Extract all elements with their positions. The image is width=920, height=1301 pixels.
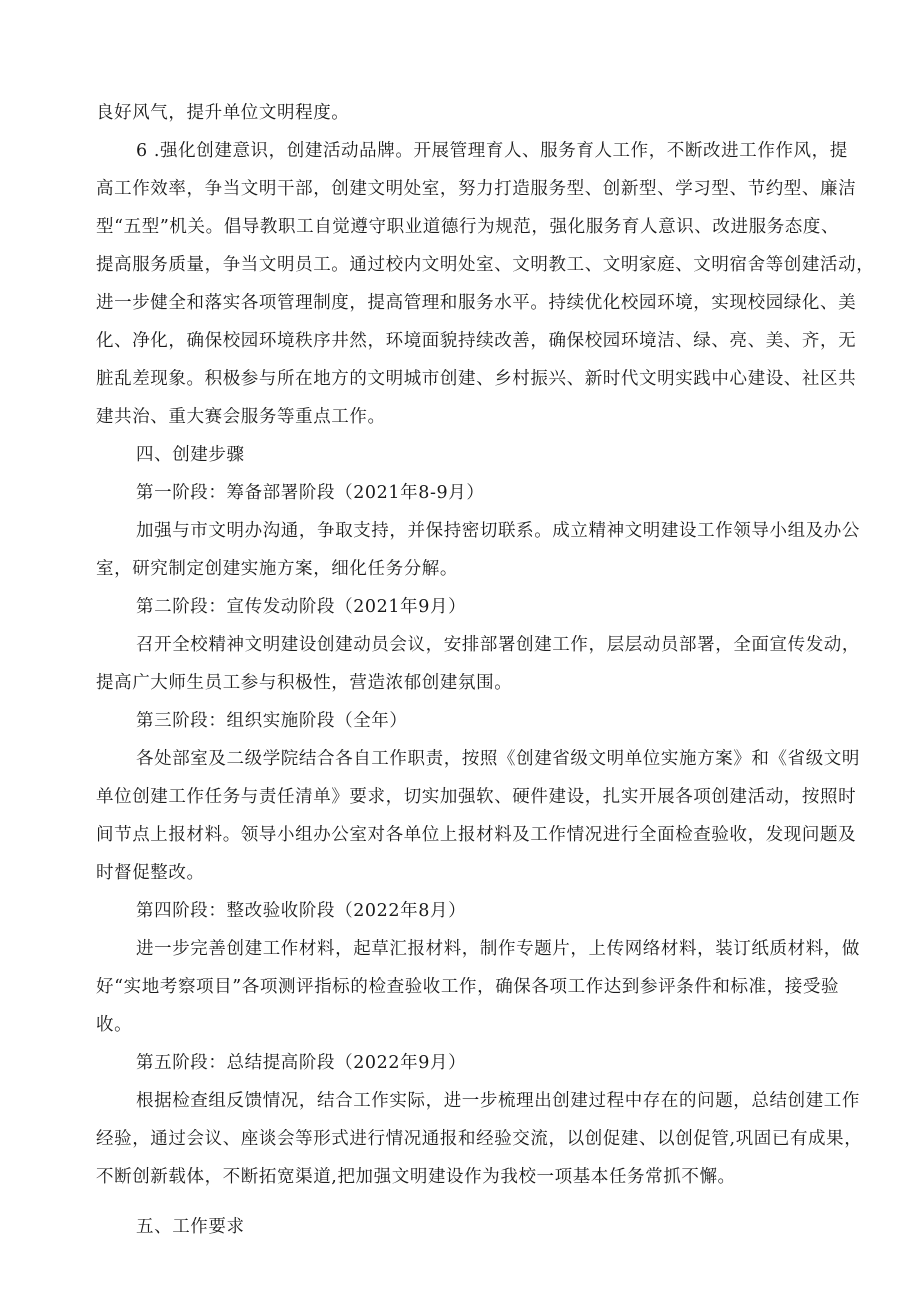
body-line: 脏乱差现象。积极参与所在地方的文明城市创建、乡村振兴、新时代文明实践中心建设、社区共 — [96, 369, 857, 389]
body-line: 收。 — [96, 1015, 133, 1035]
stage-heading: 第四阶段：整改验收阶段（2022年8月） — [136, 901, 467, 921]
stage-heading: 第二阶段：宣传发动阶段（2021年9月） — [136, 597, 467, 617]
section-heading: 五、工作要求 — [136, 1217, 245, 1237]
body-line: 高工作效率，争当文明干部，创建文明处室，努力打造服务型、创新型、学习型、节约型、廉洁 — [96, 179, 857, 199]
body-line: 6 .强化创建意识，创建活动品牌。开展管理育人、服务育人工作，不断改进工作作风，提 — [136, 141, 848, 161]
body-line: 各处部室及二级学院结合各自工作职责，按照《创建省级文明单位实施方案》和《省级文明 — [136, 749, 860, 769]
body-line: 进一步健全和落实各项管理制度，提高管理和服务水平。持续优化校园环境，实现校园绿化、美 — [96, 293, 857, 313]
body-line: 化、净化，确保校园环境秩序井然，环境面貌持续改善，确保校园环境洁、绿、亮、美、齐，无 — [96, 331, 857, 351]
body-line: 良好风气，提升单位文明程度。 — [96, 103, 350, 123]
body-line: 提高广大师生员工参与积极性，营造浓郁创建氛围。 — [96, 673, 513, 693]
body-line: 单位创建工作任务与责任清单》要求，切实加强软、硬件建设，扎实开展各项创建活动，按照时 — [96, 787, 857, 807]
body-line: 建共治、重大赛会服务等重点工作。 — [96, 407, 386, 427]
body-line: 好“实地考察项目”各项测评指标的检查验收工作，确保各项工作达到参评条件和标准，接受验 — [96, 977, 840, 997]
section-heading: 四、创建步骤 — [136, 445, 245, 465]
stage-heading: 第一阶段：筹备部署阶段（2021年8-9月） — [136, 483, 485, 503]
stage-heading: 第五阶段：总结提高阶段（2022年9月） — [136, 1053, 467, 1073]
body-line: 提高服务质量，争当文明员工。通过校内文明处室、文明教工、文明家庭、文明宿舍等创建活动， — [96, 255, 875, 275]
body-line: 时督促整改。 — [96, 863, 205, 883]
body-line: 室，研究制定创建实施方案，细化任务分解。 — [96, 559, 458, 579]
document-page — [96, 94, 875, 1246]
body-line: 加强与市文明办沟通，争取支持，并保持密切联系。成立精神文明建设工作领导小组及办公 — [136, 521, 860, 541]
body-line: 经验，通过会议、座谈会等形式进行情况通报和经验交流，以创促建、以创促管,巩固已有成果， — [96, 1129, 863, 1149]
body-line: 根据检查组反馈情况，结合工作实际，进一步梳理出创建过程中存在的问题，总结创建工作 — [136, 1091, 860, 1111]
body-line: 间节点上报材料。领导小组办公室对各单位上报材料及工作情况进行全面检查验收，发现问题及 — [96, 825, 857, 845]
body-line: 召开全校精神文明建设创建动员会议，安排部署创建工作，层层动员部署，全面宣传发动， — [136, 635, 860, 655]
body-line: 进一步完善创建工作材料，起草汇报材料，制作专题片，上传网络材料，装订纸质材料，做 — [136, 939, 860, 959]
stage-heading: 第三阶段：组织实施阶段（全年） — [136, 711, 408, 731]
body-line: 不断创新载体，不断拓宽渠道,把加强文明建设作为我校一项基本任务常抓不懈。 — [96, 1167, 736, 1187]
body-line: 型“五型”机关。倡导教职工自觉遵守职业道德行为规范，强化服务育人意识、改进服务态度、 — [96, 217, 840, 237]
